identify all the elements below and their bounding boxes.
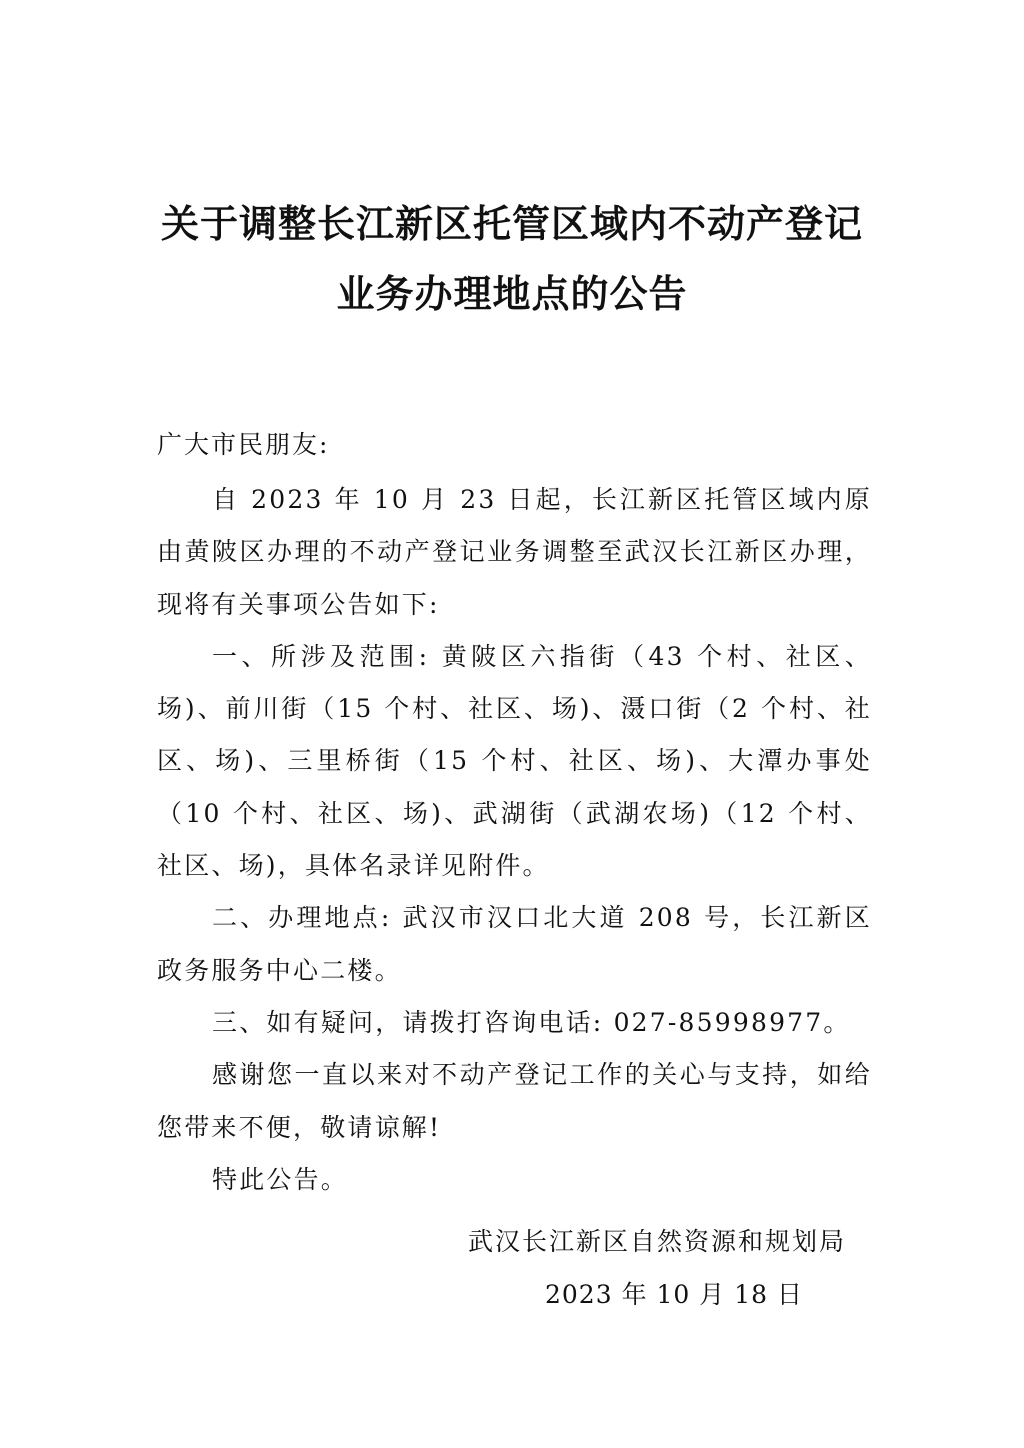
greeting: 广大市民朋友:	[157, 430, 330, 459]
signature-organization: 武汉长江新区自然资源和规划局	[468, 1227, 847, 1256]
paragraph-closing: 特此公告。	[212, 1164, 349, 1194]
signature-date: 2023 年 10 月 18 日	[545, 1280, 803, 1309]
paragraph-thanks: 感谢您一直以来对不动产登记工作的关心与支持，如给您带来不便，敬请谅解!	[157, 1060, 872, 1142]
paragraph-intro: 自 2023 年 10 月 23 日起，长江新区托管区域内原由黄陂区办理的不动产登记业务调整至武汉长江新区办理，现将有关事项公告如下:	[157, 485, 872, 619]
title-line-2: 业务办理地点的公告	[336, 271, 688, 316]
paragraph-scope: 一、所涉及范围: 黄陂区六指街（43 个村、社区、场)、前川街（15 个村、社区、场)、滠口街（2 个村、社区、场)、三里桥街（15 个村、社区、场)、大潭办事处（10 个村、社区、场)、武湖街（武湖农场)（12 个村、社区、场)，具体名录详见附件。	[157, 641, 872, 881]
notice-body	[157, 474, 872, 1206]
paragraph-contact: 三、如有疑问，请拨打咨询电话: 027-85998977。	[212, 1007, 851, 1037]
title-line-1: 关于调整长江新区托管区域内不动产登记	[160, 201, 863, 246]
paragraph-location: 二、办理地点: 武汉市汉口北大道 208 号，长江新区政务服务中心二楼。	[157, 903, 872, 985]
